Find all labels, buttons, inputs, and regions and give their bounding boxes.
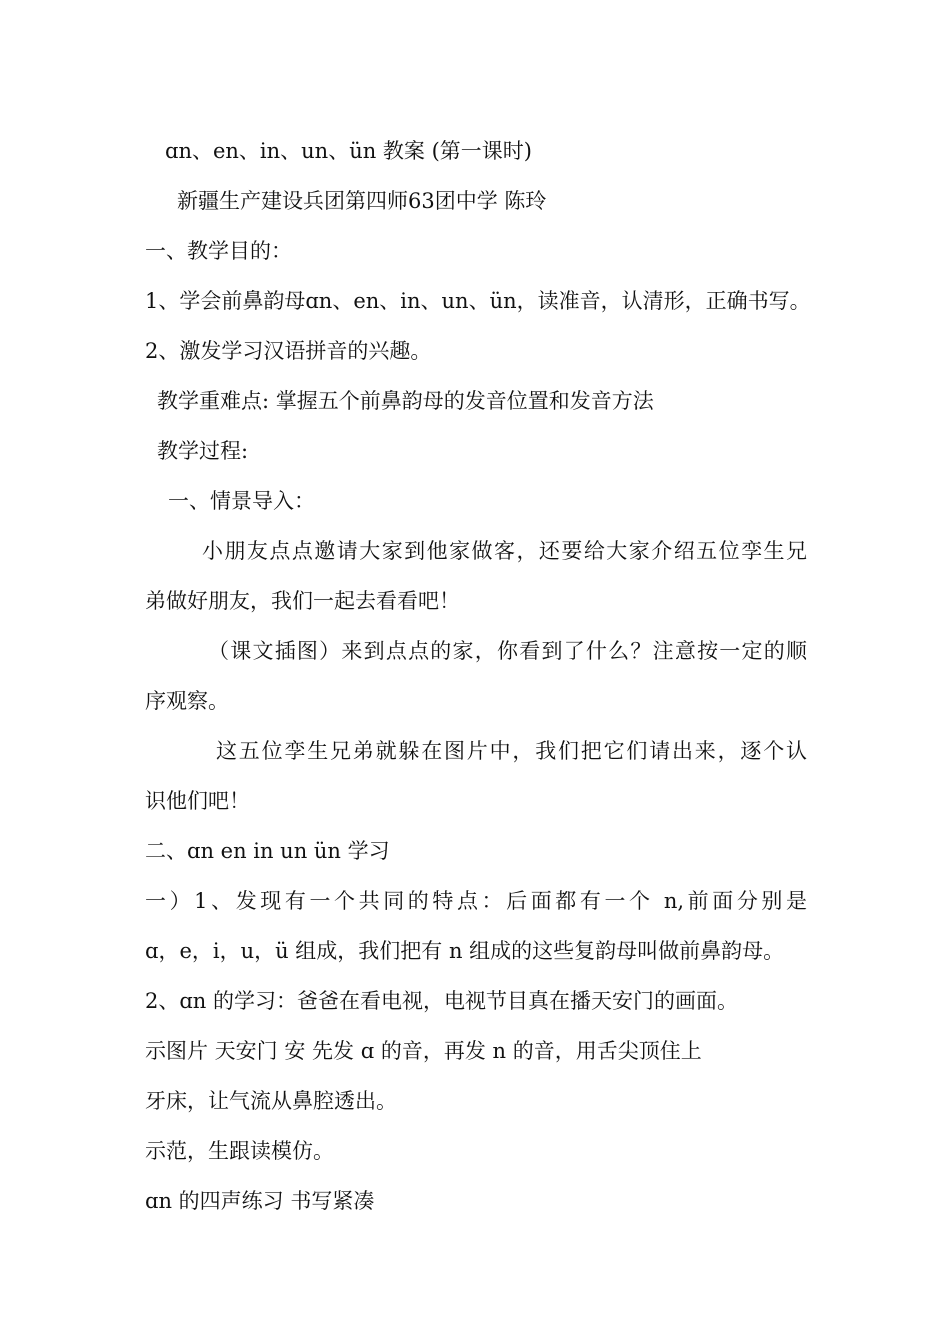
paragraph-line: 序观察。 bbox=[145, 689, 229, 713]
teaching-process-heading: 教学过程: bbox=[157, 439, 249, 463]
key-difficulties: 教学重难点: 掌握五个前鼻韵母的发音位置和发音方法 bbox=[157, 389, 654, 413]
paragraph-line: 2、ɑn 的学习：爸爸在看电视，电视节目真在播天安门的画面。 bbox=[145, 989, 739, 1013]
document-title: ɑn、en、in、un、ün 教案 (第一课时) bbox=[165, 139, 532, 163]
objective-2: 2、激发学习汉语拼音的兴趣。 bbox=[145, 339, 432, 363]
scene-intro-heading: 一、情景导入： bbox=[168, 489, 315, 513]
paragraph-line: 示范，生跟读模仿。 bbox=[145, 1139, 334, 1163]
author-line: 新疆生产建设兵团第四师63团中学 陈玲 bbox=[177, 189, 547, 213]
paragraph-line: ɑn 的四声练习 书写紧凑 bbox=[145, 1189, 375, 1213]
paragraph-line: 牙床，让气流从鼻腔透出。 bbox=[145, 1089, 397, 1113]
paragraph-line: ɑ，e，i，u，ü 组成，我们把有 n 组成的这些复韵母叫做前鼻韵母。 bbox=[145, 939, 785, 963]
section-heading-objectives: 一、教学目的： bbox=[145, 239, 292, 263]
paragraph-line: 示图片 天安门 安 先发 ɑ 的音，再发 n 的音，用舌尖顶住上 bbox=[145, 1039, 702, 1063]
paragraph-line: （课文插图）来到点点的家，你看到了什么？注意按一定的顺 bbox=[208, 639, 807, 663]
paragraph-line: 一）1、发现有一个共同的特点：后面都有一个 n,前面分别是 bbox=[145, 889, 807, 913]
section-heading-learning: 二、ɑn en in un ün 学习 bbox=[145, 839, 390, 863]
objective-1: 1、学会前鼻韵母ɑn、en、in、un、ün，读准音，认清形，正确书写。 bbox=[145, 289, 811, 313]
paragraph-line: 识他们吧！ bbox=[145, 789, 250, 813]
paragraph-line: 弟做好朋友，我们一起去看看吧！ bbox=[145, 589, 460, 613]
paragraph-line: 这五位孪生兄弟就躲在图片中，我们把它们请出来，逐个认 bbox=[216, 739, 807, 763]
paragraph-line: 小朋友点点邀请大家到他家做客，还要给大家介绍五位孪生兄 bbox=[202, 539, 807, 563]
